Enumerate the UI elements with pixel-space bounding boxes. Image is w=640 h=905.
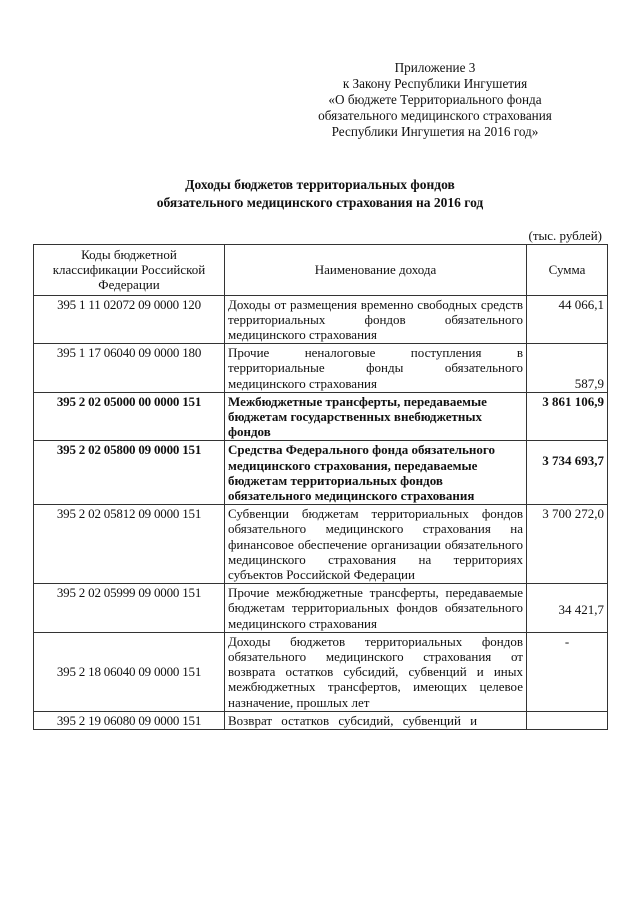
row-code: 395 2 02 05812 09 0000 151 [34, 505, 225, 584]
row-name: Возврат остатков субсидий, субвенций и [225, 711, 527, 729]
appendix-law-title-1: «О бюджете Территориального фонда [328, 92, 542, 107]
table-row [34, 584, 608, 633]
row-code: 395 2 02 05999 09 0000 151 [34, 584, 225, 633]
header-name: Наименование дохода [225, 245, 527, 296]
table-header-row [34, 245, 608, 296]
row-sum: 587,9 [527, 344, 608, 393]
row-sum: - [527, 632, 608, 711]
row-code: 395 2 02 05000 00 0000 151 [34, 392, 225, 441]
header-sum: Сумма [527, 245, 608, 296]
row-name: Доходы от размещения временно свободных средств территориальных фондов обязательного медицинского страхования [225, 295, 527, 344]
row-name: Доходы бюджетов территориальных фондов обязательного медицинского страхования от возврата остатков субсидий, субвенций и иных межбюджетных трансфертов, имеющих целевое назначение, прошлых лет [225, 632, 527, 711]
units-label: (тыс. рублей) [528, 228, 602, 243]
income-table [33, 244, 608, 730]
document-title-line-2: обязательного медицинского страхования на 2016 год [156, 195, 484, 210]
row-name: Прочие межбюджетные трансферты, передаваемые бюджетам территориальных фондов обязательного медицинского страхования [225, 584, 527, 633]
table-row [34, 632, 608, 711]
row-code: 395 2 19 06080 09 0000 151 [34, 711, 225, 729]
row-code: 395 2 02 05800 09 0000 151 [34, 441, 225, 505]
row-name: Субвенции бюджетам территориальных фондов обязательного медицинского страхования на финансовое обеспечение организации обязательного медицинского страхования на территориях субъектов Российской Федерации [225, 505, 527, 584]
row-sum: 34 421,7 [527, 584, 608, 633]
row-code: 395 1 17 06040 09 0000 180 [34, 344, 225, 393]
appendix-block [270, 60, 600, 140]
table-row-subtotal [34, 441, 608, 505]
table-row-total [34, 392, 608, 441]
row-sum: 3 700 272,0 [527, 505, 608, 584]
row-sum: 3 734 693,7 [527, 441, 608, 505]
document-title [90, 176, 550, 212]
row-name: Средства Федерального фонда обязательного медицинского страхования, передаваемые бюджетам территориальных фондов обязательного медицинского страхования [225, 441, 527, 505]
table-row [34, 344, 608, 393]
row-code: 395 1 11 02072 09 0000 120 [34, 295, 225, 344]
document-title-line-1: Доходы бюджетов территориальных фондов [185, 177, 455, 192]
row-sum: 44 066,1 [527, 295, 608, 344]
row-sum [527, 711, 608, 729]
row-name: Межбюджетные трансферты, передаваемые бюджетам государственных внебюджетных фондов [225, 392, 527, 441]
table-row [34, 295, 608, 344]
row-code: 395 2 18 06040 09 0000 151 [34, 632, 225, 711]
appendix-number: Приложение 3 [394, 60, 476, 75]
table-row [34, 711, 608, 729]
appendix-law-title-3: Республики Ингушетия на 2016 год» [331, 124, 539, 139]
header-code: Коды бюджетной классификации Российской Федерации [34, 245, 225, 296]
table-row [34, 505, 608, 584]
appendix-law-reference: к Закону Республики Ингушетия [342, 76, 528, 91]
appendix-law-title-2: обязательного медицинского страхования [318, 108, 552, 123]
row-name: Прочие неналоговые поступления в территориальные фонды обязательного медицинского страхования [225, 344, 527, 393]
row-sum: 3 861 106,9 [527, 392, 608, 441]
